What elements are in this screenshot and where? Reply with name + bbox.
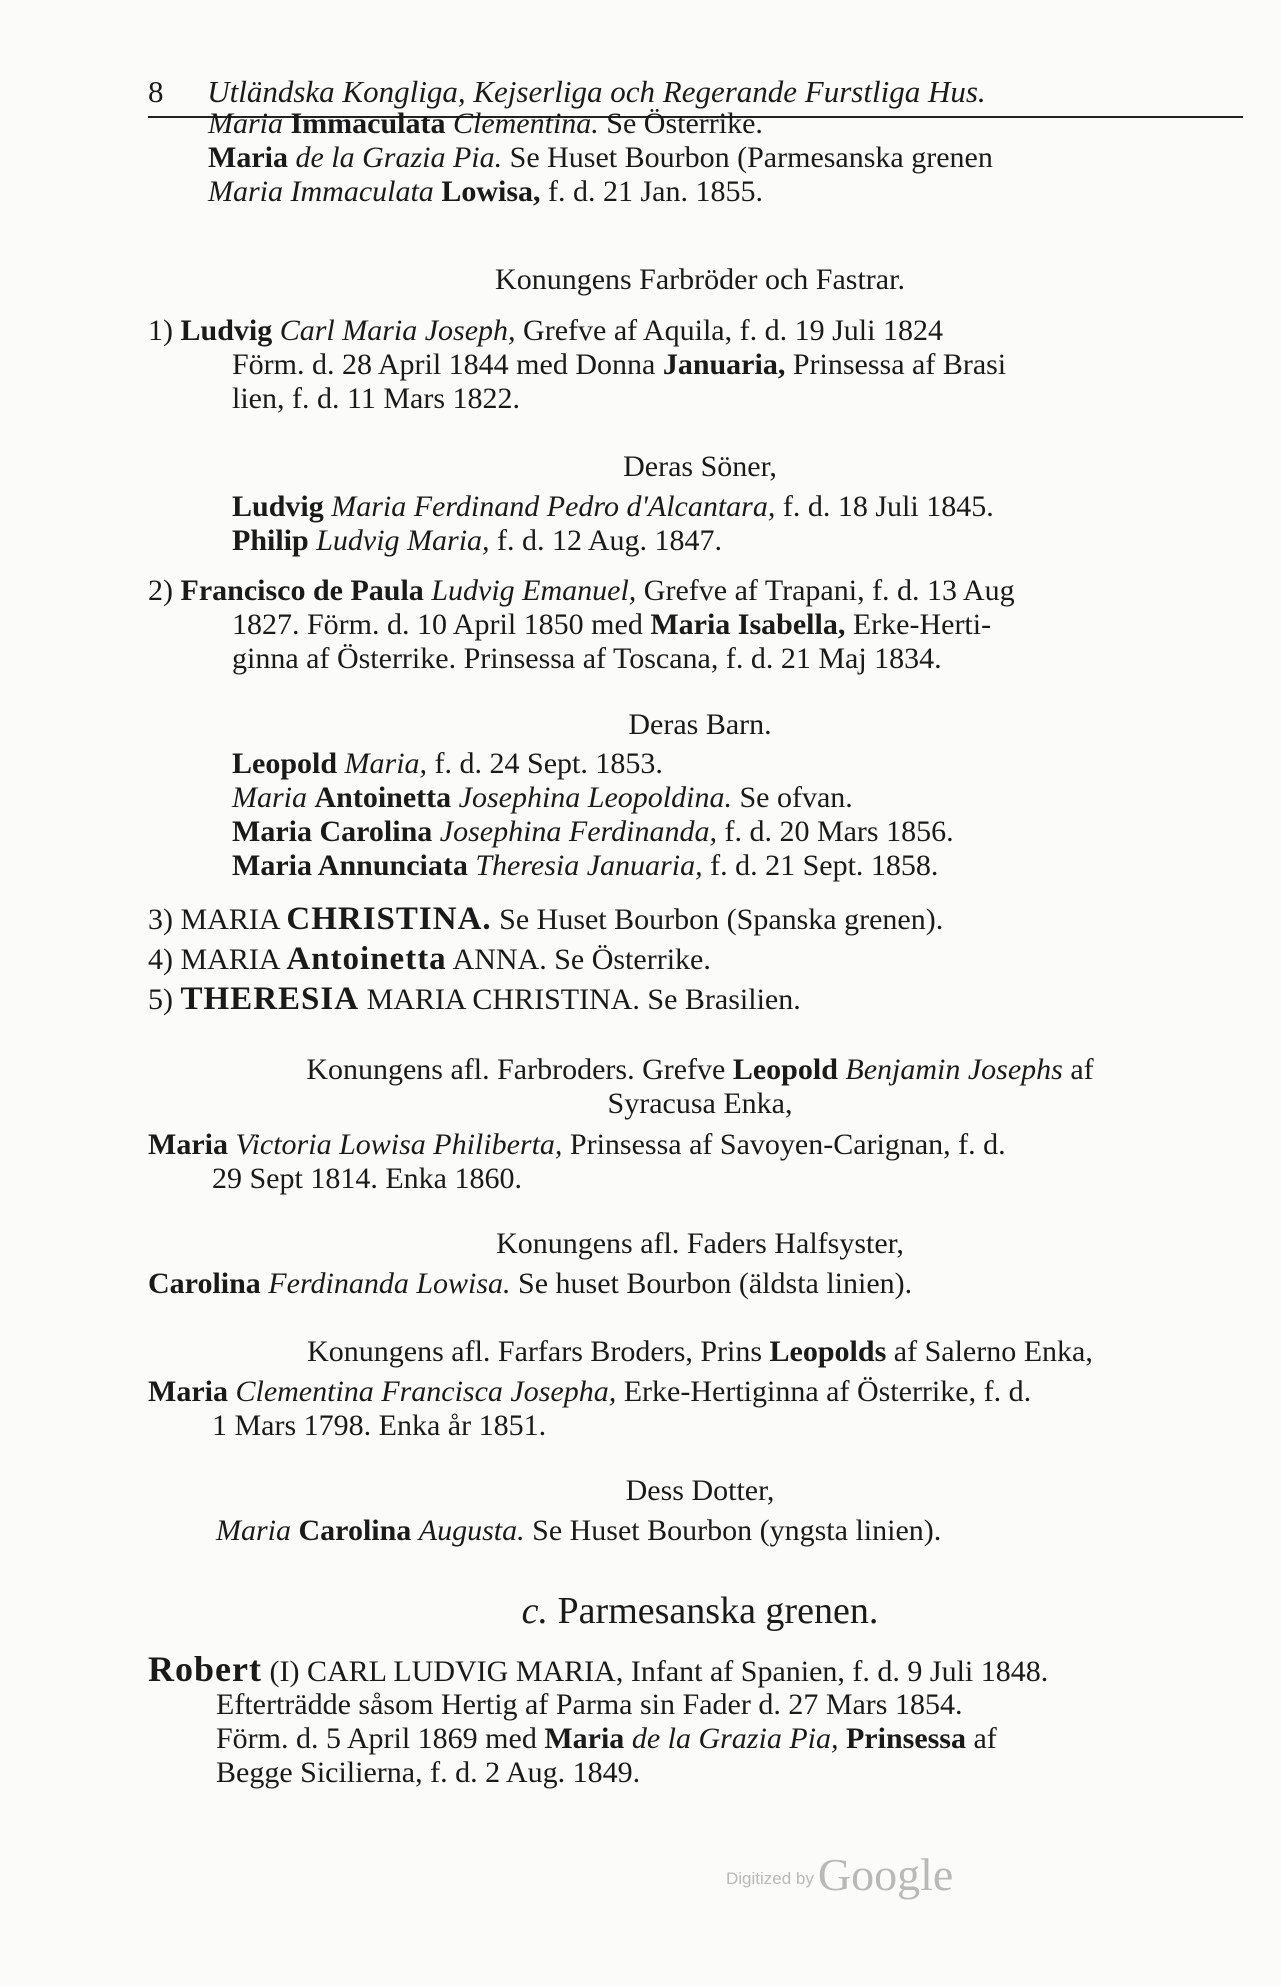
entry-line: Maria Carolina Augusta. Se Huset Bourbon (yngsta linien).: [216, 1514, 942, 1547]
entry-line: Maria Immaculata Lowisa, f. d. 21 Jan. 1855.: [208, 175, 763, 208]
entry-line: 5) THERESIA MARIA CHRISTINA. Se Brasilien.: [148, 981, 801, 1017]
entry-line: 3) MARIA CHRISTINA. Se Huset Bourbon (Spanska grenen).: [148, 901, 944, 937]
entry-line: Ludvig Maria Ferdinand Pedro d'Alcantara, f. d. 18 Juli 1845.: [232, 490, 994, 523]
entry-line: 1) Ludvig Carl Maria Joseph, Grefve af Aquila, f. d. 19 Juli 1824: [148, 314, 943, 347]
entry-line: 2) Francisco de Paula Ludvig Emanuel, Grefve af Trapani, f. d. 13 Aug: [148, 574, 1015, 607]
section-heading: Konungens afl. Farbroders. Grefve Leopold Benjamin Josephs af: [306, 1053, 1094, 1086]
entry-line: Maria Antoinetta Josephina Leopoldina. Se ofvan.: [232, 781, 853, 814]
section-heading: Konungens afl. Farfars Broders, Prins Leopolds af Salerno Enka,: [307, 1335, 1093, 1368]
subsection-heading: Deras Söner,: [623, 450, 777, 483]
entry-line: Philip Ludvig Maria, f. d. 12 Aug. 1847.: [232, 524, 723, 557]
entry-line: 1827. Förm. d. 10 April 1850 med Maria Isabella, Erke-Herti-: [232, 608, 992, 641]
section-heading: Syracusa Enka,: [607, 1087, 793, 1120]
section-heading: Konungens Farbröder och Fastrar.: [495, 263, 905, 296]
subsection-heading: Deras Barn.: [628, 708, 772, 741]
entry-line: Leopold Maria, f. d. 24 Sept. 1853.: [232, 747, 663, 780]
subsection-heading: Dess Dotter,: [625, 1474, 775, 1507]
entry-line: Efterträdde såsom Hertig af Parma sin Fader d. 27 Mars 1854.: [216, 1688, 963, 1721]
entry-line: Carolina Ferdinanda Lowisa. Se huset Bourbon (äldsta linien).: [148, 1267, 913, 1300]
entry-line: Begge Sicilierna, f. d. 2 Aug. 1849.: [216, 1756, 641, 1789]
entry-line: Maria Victoria Lowisa Philiberta, Prinsessa af Savoyen-Carignan, f. d.: [148, 1128, 1006, 1161]
entry-line: Maria Annunciata Theresia Januaria, f. d. 21 Sept. 1858.: [232, 849, 939, 882]
entry-line: ginna af Österrike. Prinsessa af Toscana, f. d. 21 Maj 1834.: [232, 642, 942, 675]
running-title: Utländska Kongliga, Kejserliga och Regerande Furstliga Hus.: [207, 74, 986, 109]
section-heading: c. Parmesanska grenen.: [521, 1590, 879, 1632]
entry-line: 4) MARIA Antoinetta ANNA. Se Österrike.: [148, 941, 711, 977]
entry-line: Förm. d. 5 April 1869 med Maria de la Grazia Pia, Prinsessa af: [216, 1722, 997, 1755]
section-heading: Konungens afl. Faders Halfsyster,: [496, 1227, 904, 1260]
entry-line: Förm. d. 28 April 1844 med Donna Januaria, Prinsessa af Brasi: [232, 348, 1007, 381]
entry-line: Maria Carolina Josephina Ferdinanda, f. d. 20 Mars 1856.: [232, 815, 954, 848]
entry-line: Robert (I) CARL LUDVIG MARIA, Infant af Spanien, f. d. 9 Juli 1848.: [148, 1649, 1049, 1689]
digitized-watermark: Digitized by Google: [726, 1849, 954, 1900]
entry-line: lien, f. d. 11 Mars 1822.: [232, 382, 521, 415]
entry-line: Maria de la Grazia Pia. Se Huset Bourbon (Parmesanska grenen: [208, 141, 993, 174]
page-number: 8: [148, 74, 164, 109]
entry-line: Maria Immaculata Clementina. Se Österrike.: [208, 107, 763, 140]
entry-line: Maria Clementina Francisca Josepha, Erke-Hertiginna af Österrike, f. d.: [148, 1375, 1032, 1408]
entry-line: 1 Mars 1798. Enka år 1851.: [212, 1409, 547, 1442]
entry-line: 29 Sept 1814. Enka 1860.: [212, 1162, 522, 1195]
